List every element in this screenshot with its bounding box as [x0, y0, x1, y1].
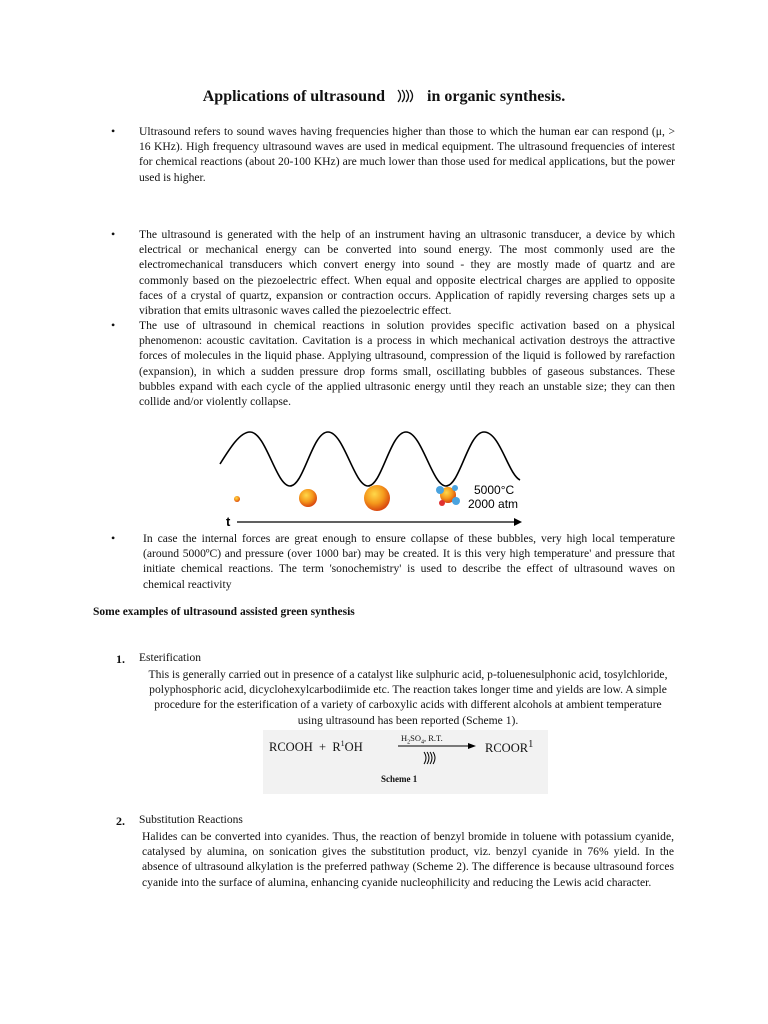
item-body-substitution: Halides can be converted into cyanides. Thus, the reaction of benzyl bromide in toluene with potassium cyanide, catalysed by alumina, on sonication gives the substitution product, viz. benzyl cyanide in 76% yield. In the absence of ultrasound alkylation is the preferred pathway (Scheme 2). The difference is because ultrasound forces cyanide into the surface of alumina, enhancing cyanide nucleophilicity and reducing the Lewis acid character.	[142, 830, 674, 889]
section-heading: Some examples of ultrasound assisted green synthesis	[93, 606, 355, 618]
paragraph-sonochemistry: In case the internal forces are great enough to ensure collapse of these bubbles, very high local temperature (around 5000ºC) and pressure (over 1000 bar) may be created. It is this very high temperature' and pressure that initiate chemical reactions. The term 'sonochemistry' is used to describe the effect of ultrasound waves on chemical reactivity	[143, 532, 675, 591]
cond-rest: , R.T.	[424, 733, 443, 743]
reactant-alcohol-sup: 1	[340, 739, 345, 748]
item-body-esterification: This is generally carried out in presence of a catalyst like sulphuric acid, p-toluenesulphonic acid, tosylchloride, polyphosphoric acid, dicyclohexylcarbodiimide etc. The reaction takes longer time and yields are low. A simple procedure for the esterification of a variety of carboxylic acids with different alcohols at ambient temperature using ultrasound has been reported (Scheme 1).	[148, 668, 668, 727]
title-text-start: Applications of ultrasound	[202, 88, 385, 105]
pressure-label: 2000 atm	[468, 497, 519, 511]
item-number: 2.	[116, 814, 125, 828]
paragraph-acoustic-cavitation: The use of ultrasound in chemical reactions in solution provides specific activation based on a physical phenomenon: acoustic cavitation. Cavitation is a process in which mechanical activation destroys the attractive forces of molecules in the liquid phase. Applying ultrasound, compression of the liquid is followed by rarefaction (expansion), in which a sudden pressure drop forms small, oscillating bubbles of gaseous substances. These bubbles expand with each cycle of the applied ultrasonic energy until they reach an unstable size; they can then collide and/or violently collapse.	[139, 319, 675, 409]
bubble-large	[364, 485, 390, 511]
cond-so: SO	[410, 733, 422, 743]
plus-sign: +	[319, 740, 327, 755]
product-text: RCOOR	[485, 741, 529, 756]
bullet-marker: •	[111, 531, 116, 545]
cond-sub-2: 2	[407, 739, 411, 746]
reactants	[269, 739, 363, 755]
scheme-1	[263, 730, 548, 794]
bullet-marker: •	[111, 318, 116, 332]
time-axis-label: t	[226, 514, 231, 528]
cond-sub-4: 4	[421, 739, 425, 746]
bullet-marker: •	[111, 227, 116, 241]
product-ester	[485, 739, 533, 756]
reactant-alcohol-oh: OH	[344, 740, 363, 755]
bubble-medium	[299, 489, 317, 507]
cavitation-figure	[216, 424, 526, 528]
bullet-marker: •	[111, 124, 116, 138]
ultrasound-waves-icon	[395, 88, 417, 104]
item-title-substitution: Substitution Reactions	[139, 814, 243, 826]
ultrasound-waves-icon	[424, 752, 435, 764]
reactant-alcohol-r: R	[332, 740, 341, 755]
time-axis-arrowhead	[514, 518, 522, 526]
title-text-end: in organic synthesis.	[427, 88, 566, 105]
reactant-acid: RCOOH	[269, 740, 313, 755]
temperature-label: 5000°C	[474, 483, 515, 497]
bubble-small	[234, 496, 240, 502]
product-sup: 1	[528, 739, 534, 750]
item-number: 1.	[116, 652, 125, 666]
paragraph-ultrasound-generation: The ultrasound is generated with the help of an instrument having an ultrasonic transducer, a device by which electrical or mechanical energy can be converted into sound energy. The most commonly used are the electromechanical transducers which convert energy into sound - they are mostly made of quartz and are commonly based on the piezoelectric effect. When equal and opposite electrical charges are applied to opposite faces of a crystal of quartz, expansion or contraction occurs. Application of rapidly reversing charges sets up a vibration that emits ultrasonic waves called the piezoelectric effect.	[139, 228, 675, 318]
scheme-label: Scheme 1	[381, 774, 418, 784]
paragraph-ultrasound-definition: Ultrasound refers to sound waves having frequencies higher than those to which the human ear can respond (μ, > 16 KHz). High frequency ultrasound waves are used in medical equipment. The ultrasound frequencies of interest for chemical reactions (about 20-100 KHz) are much lower than those used for medical applications, but the power used is higher.	[139, 125, 675, 184]
bubble-collapse	[436, 485, 460, 506]
sound-wave	[220, 432, 520, 486]
reaction-arrow	[396, 740, 478, 770]
item-title-esterification: Esterification	[139, 652, 201, 664]
page-title	[0, 88, 768, 106]
cond-h: H	[401, 733, 408, 743]
